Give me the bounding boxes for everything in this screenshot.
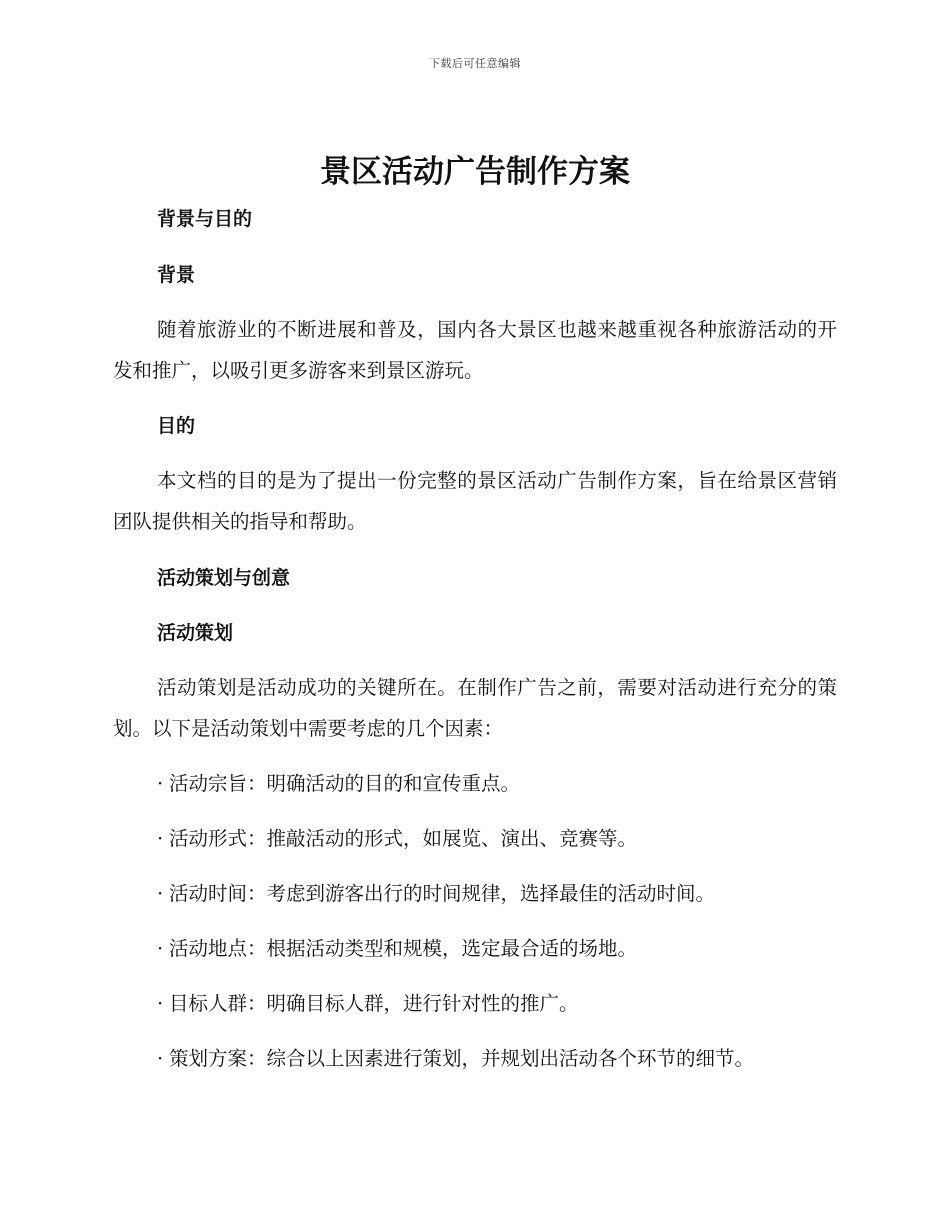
list-item-text: 活动时间：考虑到游客出行的时间规律，选择最佳的活动时间。 (169, 882, 716, 905)
list-item-text: 策划方案：综合以上因素进行策划，并规划出活动各个环节的细节。 (169, 1047, 755, 1070)
paragraph-activity-planning: 活动策划是活动成功的关键所在。在制作广告之前，需要对活动进行充分的策划。以下是活动策划中需要考虑的几个因素： (113, 676, 837, 740)
bullet-marker: · (157, 827, 164, 850)
list-item (157, 880, 715, 908)
section-heading-planning-creativity: 活动策划与创意 (157, 567, 291, 589)
bullet-marker: · (157, 937, 164, 960)
bullet-marker: · (157, 1047, 164, 1070)
list-item (157, 990, 579, 1018)
list-item-text: 活动宗旨：明确活动的目的和宣传重点。 (169, 772, 521, 795)
bullet-marker: · (157, 772, 164, 795)
list-item (157, 935, 637, 963)
section-heading-background-purpose: 背景与目的 (157, 208, 253, 230)
list-item (157, 825, 637, 853)
subsection-heading-activity-planning: 活动策划 (157, 622, 234, 644)
bullet-marker: · (157, 992, 164, 1015)
bullet-marker: · (157, 882, 164, 905)
paragraph-background: 随着旅游业的不断进展和普及，国内各大景区也越来越重视各种旅游活动的开发和推广，以吸引更多游客来到景区游玩。 (113, 318, 837, 382)
subsection-heading-purpose: 目的 (157, 415, 196, 437)
list-item (157, 1045, 754, 1073)
list-item-text: 活动形式：推敲活动的形式，如展览、演出、竞赛等。 (169, 827, 638, 850)
document-title: 景区活动广告制作方案 (320, 154, 630, 190)
subsection-heading-background: 背景 (157, 264, 196, 286)
list-item (157, 770, 520, 798)
page-header: 下载后可任意编辑 (429, 57, 521, 70)
paragraph-purpose: 本文档的目的是为了提出一份完整的景区活动广告制作方案，旨在给景区营销团队提供相关的指导和帮助。 (113, 469, 837, 533)
list-item-text: 活动地点：根据活动类型和规模，选定最合适的场地。 (169, 937, 638, 960)
list-item-text: 目标人群：明确目标人群，进行针对性的推广。 (169, 992, 579, 1015)
